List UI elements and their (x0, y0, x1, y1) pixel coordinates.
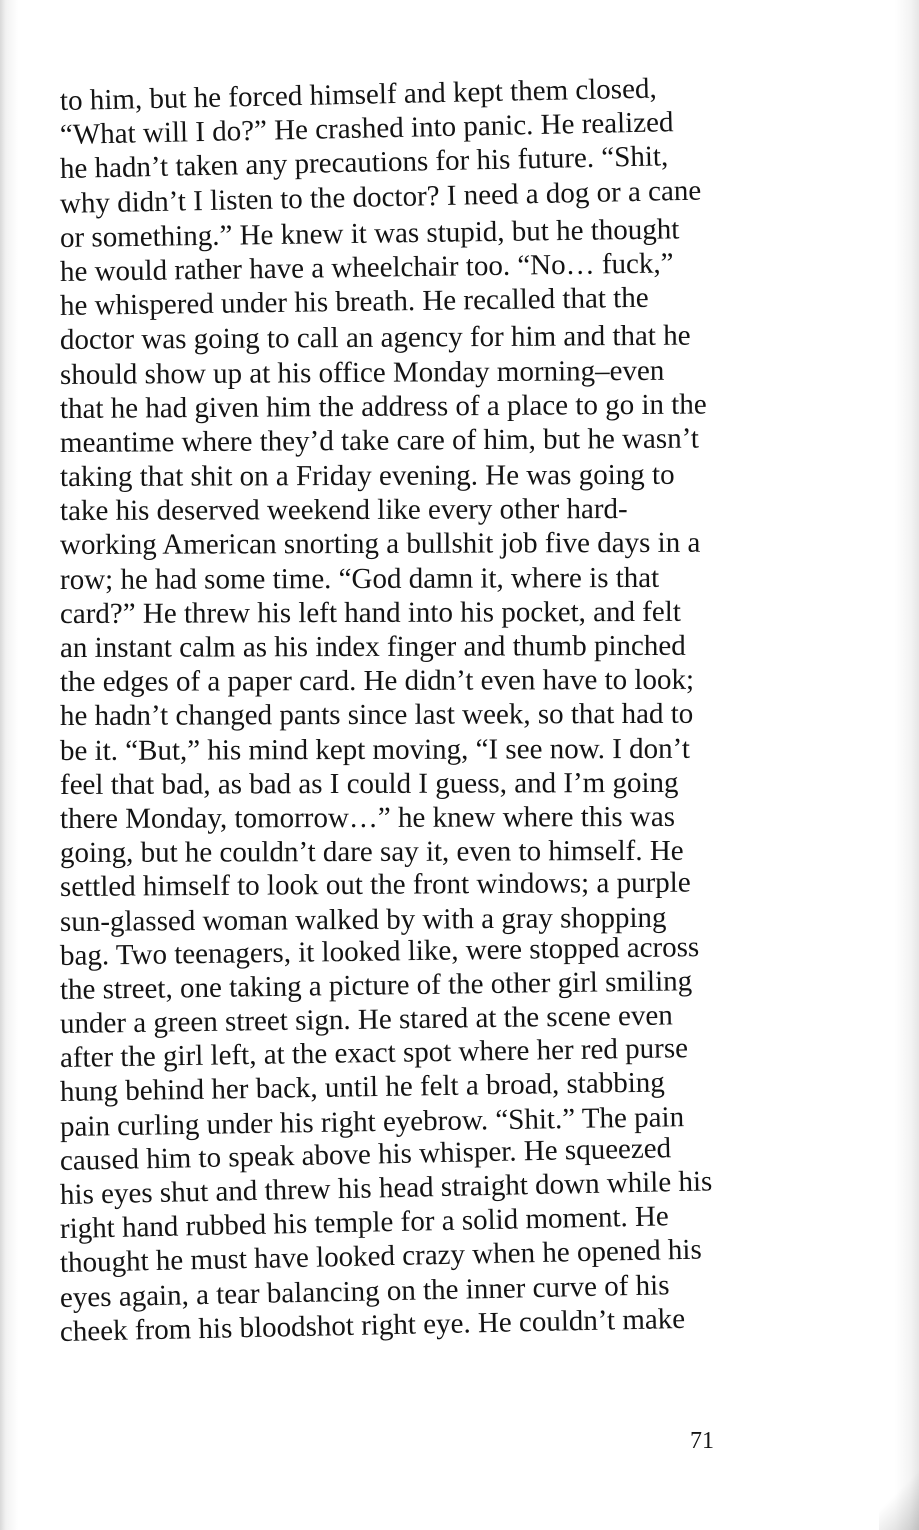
text-line: “What will I do?” He crashed into panic. He realized (59, 106, 674, 152)
page-number: 71 (690, 1428, 714, 1454)
text-line: be it. “But,” his mind kept moving, “I see now. I don’t (59, 732, 690, 767)
text-line: an instant calm as his index finger and thumb pinched (59, 629, 686, 664)
text-line: feel that bad, as bad as I could I guess, and I’m going (59, 766, 679, 801)
text-line: eyes again, a tear balancing on the inner curve of his (59, 1268, 670, 1314)
text-line: pain curling under his right eyebrow. “Shit.” The pain (59, 1100, 685, 1143)
text-line: right hand rubbed his temple for a solid moment. He (59, 1200, 670, 1246)
text-line: he hadn’t changed pants since last week, so that had to (59, 698, 694, 733)
text-line: cheek from his bloodshot right eye. He couldn’t make (59, 1302, 686, 1348)
text-line: take his deserved weekend like every other hard- (59, 493, 628, 528)
text-line: taking that shit on a Friday evening. He was going to (59, 458, 675, 494)
text-line: there Monday, tomorrow…” he knew where this was (59, 800, 676, 835)
text-line: row; he had some time. “God damn it, where is that (59, 561, 660, 596)
text-line: he would rather have a wheelchair too. “No… fuck,” (59, 247, 674, 288)
text-line: under a green street sign. He stared at the scene even (59, 999, 673, 1041)
text-line: or something.” He knew it was stupid, but he thought (59, 213, 680, 254)
text-line: the street, one taking a picture of the other girl smiling (59, 965, 693, 1006)
text-line: bag. Two teenagers, it looked like, were stopped across (59, 930, 700, 972)
text-line: he hadn’t taken any precautions for his future. “Shit, (59, 140, 669, 186)
text-line: thought he must have looked crazy when he opened his (59, 1233, 703, 1280)
text-line: card?” He threw his left hand into his pocket, and felt (59, 595, 681, 630)
body-text (59, 72, 730, 1349)
text-line: why didn’t I listen to the doctor? I need a dog or a cane (59, 174, 702, 220)
text-line: to him, but he forced himself and kept them closed, (59, 72, 657, 117)
text-line: doctor was going to call an agency for him and that he (59, 319, 691, 357)
text-line: should show up at his office Monday morning–even (59, 354, 665, 391)
text-line: working American snorting a bullshit job five days in a (59, 527, 701, 562)
text-line: hung behind her back, until he felt a broad, stabbing (59, 1066, 665, 1109)
text-line: caused him to speak above his whisper. He squeezed (59, 1132, 672, 1177)
text-line: after the girl left, at the exact spot where her red purse (59, 1032, 689, 1075)
page-curl-shadow (879, 1470, 919, 1530)
text-line: settled himself to look out the front windows; a purple (59, 866, 691, 904)
text-line: that he had given him the address of a place to go in the (59, 388, 707, 425)
text-line: sun-glassed woman walked by with a gray shopping (59, 901, 667, 938)
text-line: his eyes shut and threw his head straight down while his (59, 1165, 713, 1211)
text-line: going, but he couldn’t dare say it, even to himself. He (59, 834, 684, 870)
text-line: the edges of a paper card. He didn’t even have to look; (59, 663, 695, 699)
text-line: he whispered under his breath. He recalled that the (59, 281, 649, 323)
text-line: meantime where they’d take care of him, but he wasn’t (59, 422, 699, 459)
